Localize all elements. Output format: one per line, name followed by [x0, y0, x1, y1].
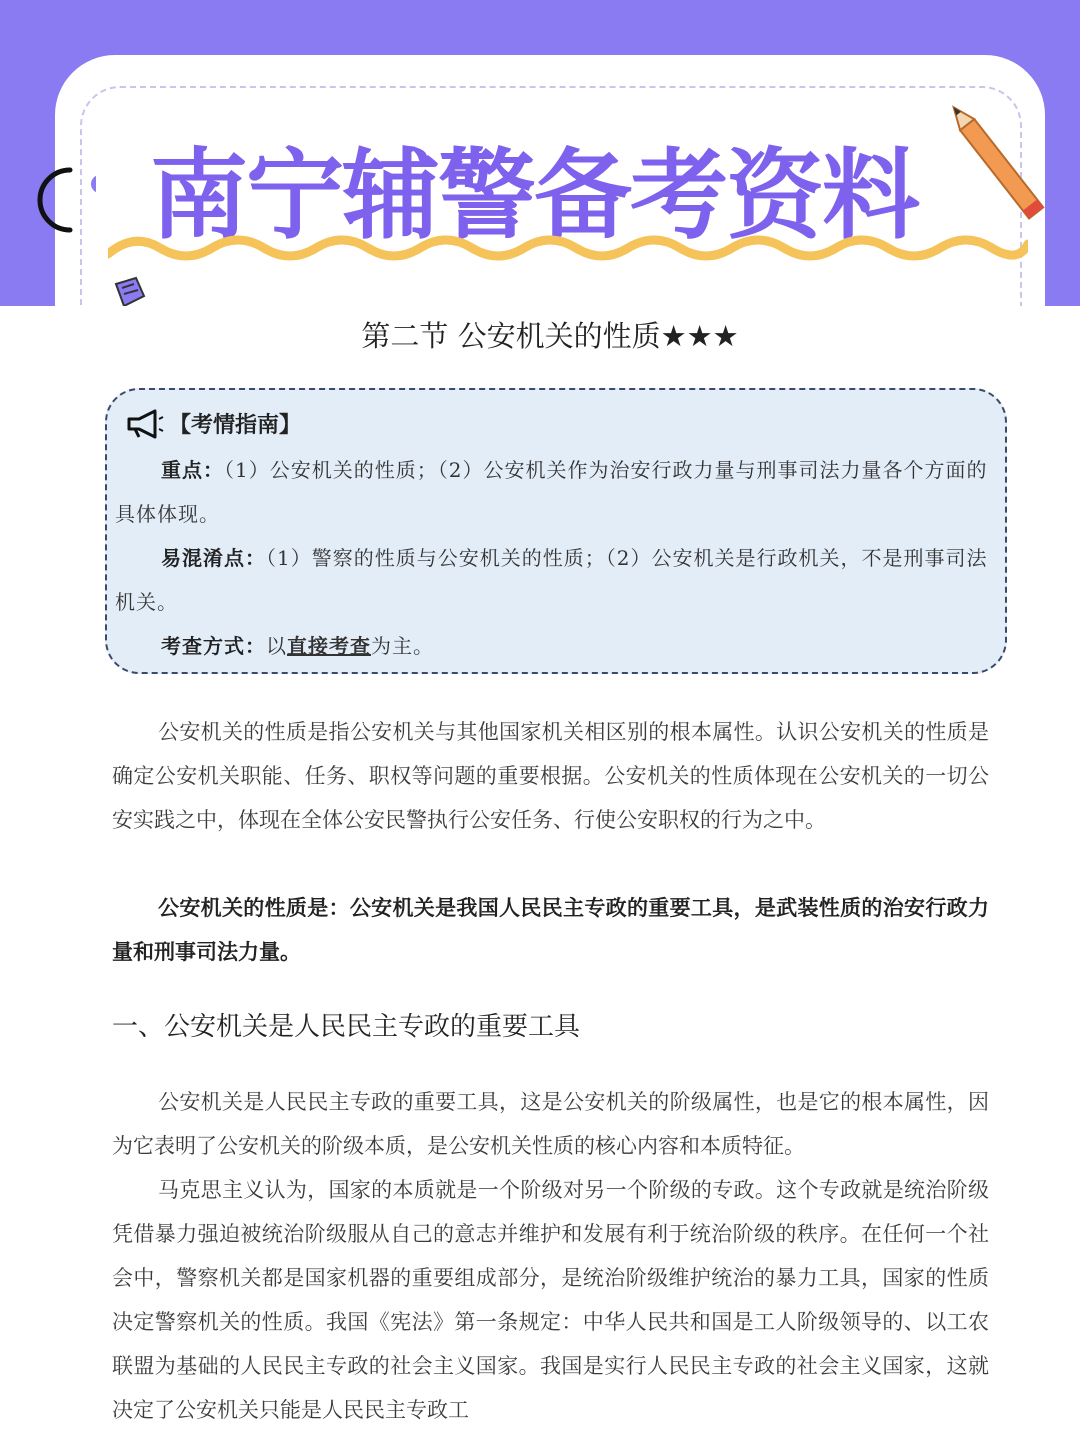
pencil-icon [940, 95, 1060, 235]
paragraph-4: 马克思主义认为，国家的本质就是一个阶级对另一个阶级的专政。这个专政就是统治阶级凭借暴力强迫被统治阶级服从自己的意志并维护和发展有利于统治阶级的秩序。在任何一个社会中，警察机关都是国家机器的重要组成部分，是统治阶级维护统治的暴力工具，国家的性质决定警察机关的性质。我国《宪法》第一条规定：中华人民共和国是工人阶级领导的、以工农联盟为基础的人民民主专政的社会主义国家。我国是实行人民民主专政的社会主义国家，这就决定了公安机关只能是人民民主专政工 [112, 1178, 989, 1422]
wave-underline-icon [108, 226, 1028, 266]
paragraph-3: 公安机关是人民民主专政的重要工具，这是公安机关的阶级属性，也是它的根本属性，因为它表明了公安机关的阶级本质，是公安机关性质的核心内容和本质特征。 [112, 1090, 989, 1158]
exam-method-emphasis: 直接考查 [287, 634, 371, 658]
guide-key-points [115, 448, 995, 536]
exam-method-label: 考查方式： [161, 634, 266, 658]
confusing-points-label: 易混淆点： [161, 546, 266, 570]
guide-exam-method [115, 624, 995, 668]
guide-confusing-points [115, 536, 995, 624]
guide-heading-text: 【考情指南】 [169, 412, 302, 438]
paragraph-1: 公安机关的性质是指公安机关与其他国家机关相区别的根本属性。认识公安机关的性质是确定公安机关职能、任务、职权等问题的重要根据。公安机关的性质体现在公安机关的一切公安实践之中，体现在全体公安民警执行公安任务、行使公安职权的行为之中。 [112, 720, 989, 832]
document-page [0, 306, 1080, 1440]
key-points-text: （1）公安机关的性质；（2）公安机关作为治安行政力量与刑事司法力量各个方面的具体体现。 [115, 458, 988, 526]
exam-method-prefix: 以 [266, 634, 287, 658]
decoration-sticker-icon [110, 276, 150, 310]
heading-1: 一、公安机关是人民民主专政的重要工具 [112, 1012, 581, 1042]
paragraph-2-definition: 公安机关的性质是：公安机关是我国人民民主专政的重要工具，是武装性质的治安行政力量和刑事司法力量。 [112, 896, 989, 964]
exam-guide-box [105, 388, 1007, 674]
page-title: 南宁辅警备考资料 [150, 139, 919, 253]
section-title: 第二节 公安机关的性质★★★ [361, 319, 739, 353]
key-points-label: 重点： [161, 458, 224, 482]
binder-ring-icon [26, 162, 96, 238]
guide-heading [125, 408, 301, 439]
exam-method-suffix: 为主。 [371, 634, 434, 658]
megaphone-icon [125, 409, 165, 439]
confusing-points-text: （1）警察的性质与公安机关的性质；（2）公安机关是行政机关，不是刑事司法机关。 [115, 546, 988, 614]
